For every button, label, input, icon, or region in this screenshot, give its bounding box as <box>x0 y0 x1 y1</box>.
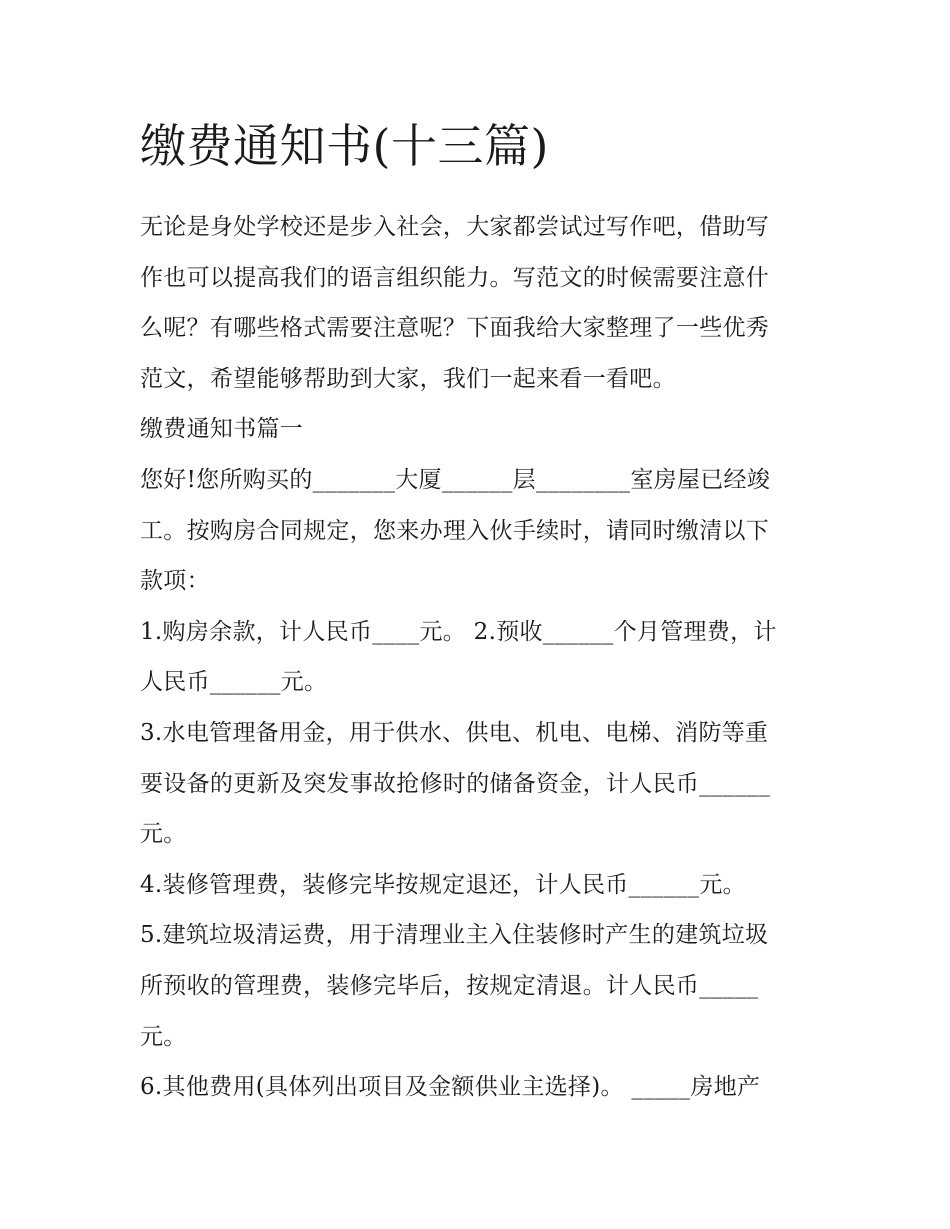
body-line: 范文，希望能够帮助到大家，我们一起来看一看吧。 <box>140 365 676 392</box>
list-item: 6.其他费用(具体列出项目及金额供业主选择)。 _____房地产 <box>140 1074 761 1101</box>
list-item: 1.购房余款，计人民币____元。 2.预收______个月管理费，计 <box>140 618 777 645</box>
list-item: 4.装修管理费，装修完毕按规定退还，计人民币______元。 <box>140 871 746 898</box>
list-item: 元。 <box>140 821 187 848</box>
body-line: 么呢？有哪些格式需要注意呢？下面我给大家整理了一些优秀 <box>140 315 770 342</box>
body-line: 无论是身处学校还是步入社会，大家都尝试过写作吧，借助写 <box>140 214 770 240</box>
document-body <box>140 202 820 1113</box>
document-page <box>140 112 820 1113</box>
list-item: 元。 <box>140 1023 187 1050</box>
list-item: 5.建筑垃圾清运费，用于清理业主入住装修时产生的建筑垃圾 <box>140 922 769 949</box>
list-item: 3.水电管理备用金，用于供水、供电、机电、电梯、消防等重 <box>140 719 769 746</box>
document-title: 缴费通知书(十三篇) <box>140 119 549 173</box>
list-item: 要设备的更新及突发事故抢修时的储备资金，计人民币______ <box>140 770 770 797</box>
body-line: 工。按购房合同规定，您来办理入伙手续时，请同时缴清以下 <box>140 517 770 544</box>
body-line: 您好!您所购买的_______大厦______层________室房屋已经竣 <box>140 466 771 493</box>
body-line: 作也可以提高我们的语言组织能力。写范文的时候需要注意什 <box>140 264 770 291</box>
body-line: 款项： <box>140 568 210 595</box>
list-item: 人民币______元。 <box>140 669 328 696</box>
list-item: 所预收的管理费，装修完毕后，按规定清退。计人民币_____ <box>140 972 759 999</box>
section-heading: 缴费通知书篇一 <box>140 416 304 443</box>
